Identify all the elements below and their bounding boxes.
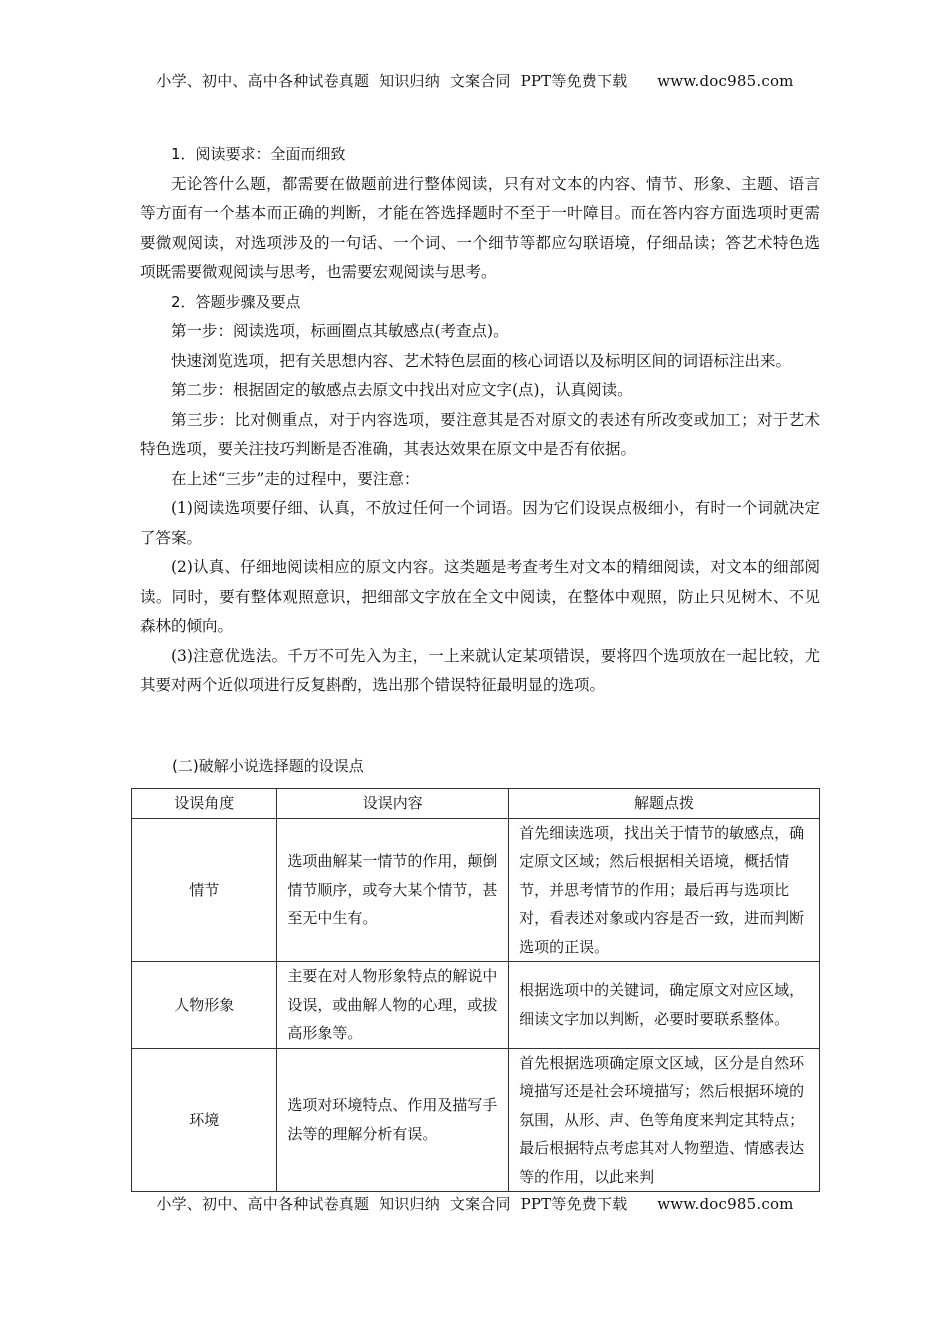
row-angle: 人物形象: [132, 962, 277, 1049]
paragraph-note1: (1)阅读选项要仔细、认真，不放过任何一个词语。因为它们设误点极细小，有时一个词就决定了答案。: [140, 499, 820, 547]
row-tip: 首先根据选项确定原文区域，区分是自然环境描写还是社会环境描写；然后根据环境的氛围，从形、声、色等角度来判定其特点；最后根据特点考虑其对人物塑造、情感表达等的作用，以此来判: [509, 1048, 820, 1192]
row-content: 选项曲解某一情节的作用，颠倒情节顺序，或夸大某个情节，甚至无中生有。: [277, 818, 509, 962]
heading-answer-steps: 2．答题步骤及要点: [171, 292, 301, 311]
page-footer: 小学、初中、高中各种试卷真题 知识归纳 文案合同 PPT等免费下载 www.doc985.com: [156, 1195, 794, 1213]
heading-reading-requirement: 1．阅读要求：全面而细致: [171, 145, 346, 163]
body-text: [140, 140, 820, 701]
paragraph-step3: 第三步：比对侧重点，对于内容选项，要注意其是否对原文的表述有所改变或加工；对于艺术特色选项，要关注技巧判断是否准确，其表达效果在原文中是否有依据。: [140, 410, 820, 458]
paragraph-step2: 第二步：根据固定的敏感点去原文中找出对应文字(点)，认真阅读。: [171, 381, 633, 399]
table-row: [132, 1048, 820, 1192]
row-tip: 根据选项中的关键词，确定原文对应区域，细读文字加以判断，必要时要联系整体。: [509, 962, 820, 1049]
paragraph-step1: 第一步：阅读选项，标画圈点其敏感点(考查点)。: [171, 322, 509, 340]
row-content: 主要在对人物形象特点的解说中设误，或曲解人物的心理，或拔高形象等。: [277, 962, 509, 1049]
error-points-table: [131, 788, 820, 1192]
header-content: 设误内容: [277, 789, 509, 819]
paragraph-reading: 无论答什么题，都需要在做题前进行整体阅读，只有对文本的内容、情节、形象、主题、语言等方面有一个基本而正确的判断，才能在答选择题时不至于一叶障目。而在答内容方面选项时更需要微观阅读，对选项涉及的一句话、一个词、一个细节等都应勾联语境，仔细品读；答艺术特色选项既需要微观阅读与思考，也需要宏观阅读与思考。: [140, 174, 820, 281]
paragraph-note-intro: 在上述“三步”走的过程中，要注意：: [171, 469, 420, 488]
page-header: 小学、初中、高中各种试卷真题 知识归纳 文案合同 PPT等免费下载 www.doc985.com: [156, 72, 794, 90]
paragraph-step1-detail: 快速浏览选项，把有关思想内容、艺术特色层面的核心词语以及标明区间的词语标注出来。: [171, 351, 792, 370]
row-tip: 首先细读选项，找出关于情节的敏感点，确定原文区域；然后根据相关语境，概括情节，并思考情节的作用；最后再与选项比对，看表述对象或内容是否一致，进而判断选项的正误。: [509, 818, 820, 962]
table-header-row: [132, 789, 820, 819]
paragraph-note2: (2)认真、仔细地阅读相应的原文内容。这类题是考查考生对文本的精细阅读，对文本的细部阅读。同时，要有整体观照意识，把细部文字放在全文中阅读，在整体中观照，防止只见树木、不见森林的倾向。: [140, 558, 820, 635]
row-angle: 环境: [132, 1048, 277, 1192]
table-row: [132, 962, 820, 1049]
row-content: 选项对环境特点、作用及描写手法等的理解分析有误。: [277, 1048, 509, 1192]
table-row: [132, 818, 820, 962]
row-angle: 情节: [132, 818, 277, 962]
section-title: (二)破解小说选择题的设误点: [172, 757, 364, 775]
header-tip: 解题点拨: [509, 789, 820, 819]
header-angle: 设误角度: [132, 789, 277, 819]
paragraph-note3: (3)注意优选法。千万不可先入为主，一上来就认定某项错误，要将四个选项放在一起比较，尤其要对两个近似项进行反复斟酌，选出那个错误特征最明显的选项。: [140, 646, 820, 694]
